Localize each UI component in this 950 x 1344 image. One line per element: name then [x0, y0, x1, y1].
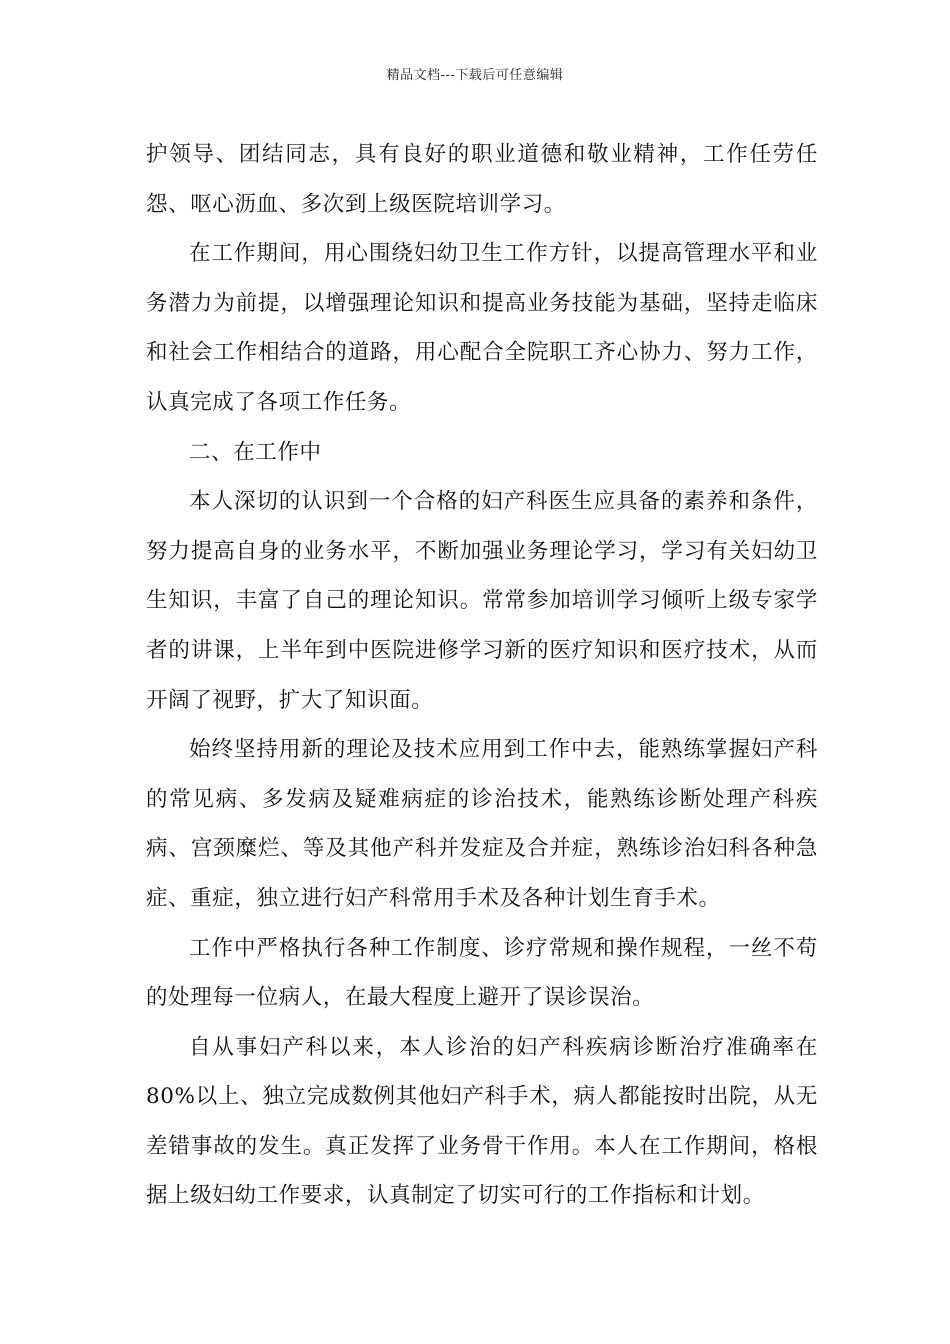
section-heading: 二、在工作中: [189, 439, 322, 465]
paragraph-4: 始终坚持用新的理论及技术应用到工作中去，能熟练掌握妇产科的常见病、多发病及疑难病症的诊治技术，能熟练诊断处理产科疾病、宫颈糜烂、等及其他产科并发症及合并症，熟练诊治妇科各种急症、重症，独立进行妇产科常用手术及各种计划生育手术。: [146, 737, 818, 911]
paragraph-3: 本人深切的认识到一个合格的妇产科医生应具备的素养和条件，努力提高自身的业务水平，不断加强业务理论学习，学习有关妇幼卫生知识，丰富了自己的理论知识。常常参加培训学习倾听上级专家学者的讲课，上半年到中医院进修学习新的医疗知识和医疗技术，从而开阔了视野，扩大了知识面。: [146, 489, 818, 713]
document-body: [146, 130, 818, 1221]
page-header: 精品文档---下载后可任意编辑: [386, 68, 564, 83]
paragraph-1: 护领导、团结同志，具有良好的职业道德和敬业精神，工作任劳任怨、呕心沥血、多次到上级医院培训学习。: [146, 142, 818, 217]
paragraph-5: 工作中严格执行各种工作制度、诊疗常规和操作规程，一丝不苟的处理每一位病人，在最大程度上避开了误诊误治。: [146, 935, 818, 1011]
paragraph-6: 自从事妇产科以来，本人诊治的妇产科疾病诊断治疗准确率在80%以上、独立完成数例其他妇产科手术，病人都能按时出院，从无差错事故的发生。真正发挥了业务骨干作用。本人在工作期间，格根据上级妇幼工作要求，认真制定了切实可行的工作指标和计划。: [146, 1034, 818, 1209]
paragraph-2: 在工作期间，用心围绕妇幼卫生工作方针，以提高管理水平和业务潜力为前提，以增强理论知识和提高业务技能为基础，坚持走临床和社会工作相结合的道路，用心配合全院职工齐心协力、努力工作，认真完成了各项工作任务。: [146, 241, 818, 415]
